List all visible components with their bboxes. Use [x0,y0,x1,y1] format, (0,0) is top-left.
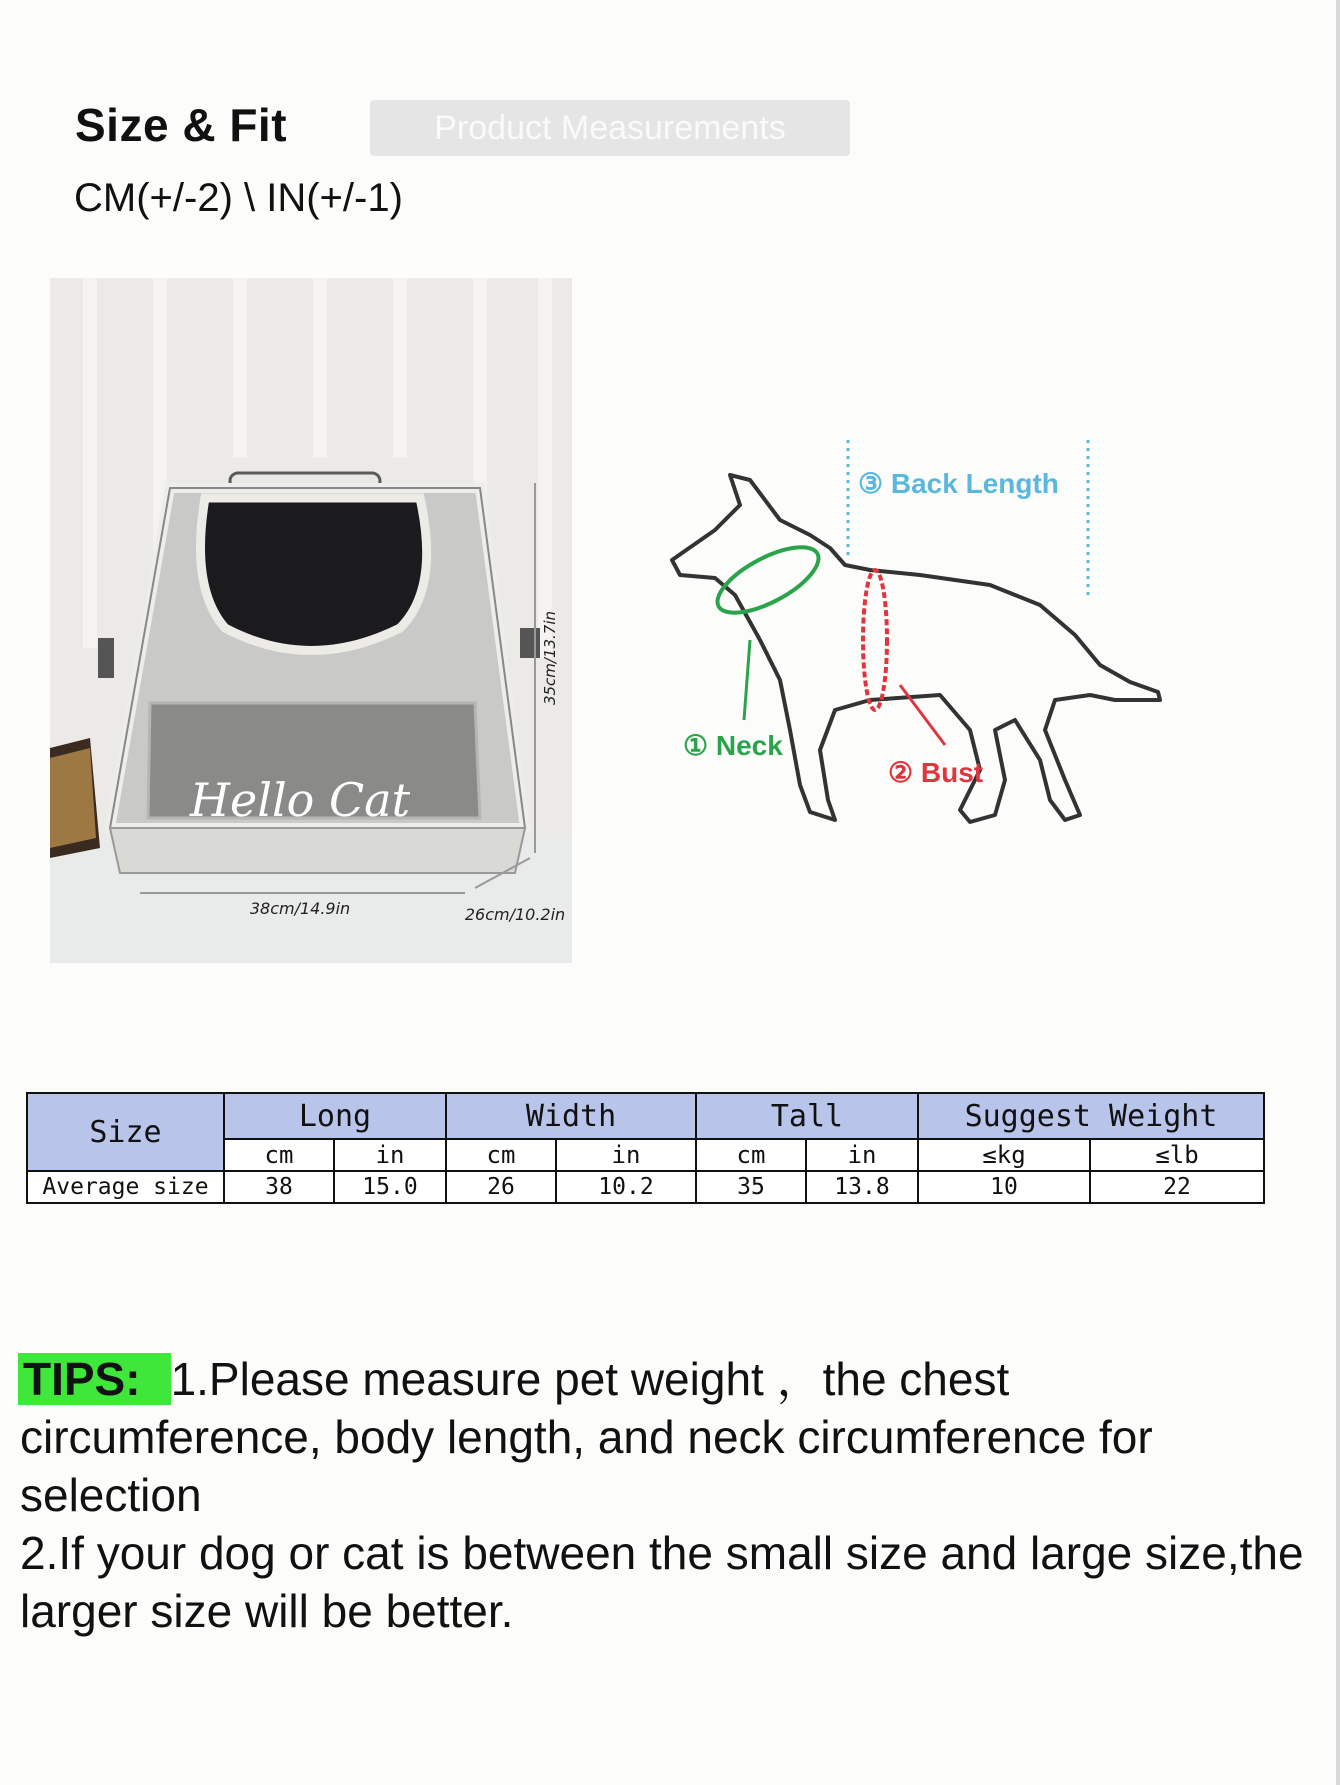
unit-header: cm [696,1139,806,1171]
tolerance-note: CM(+/-2) \ IN(+/-1) [74,176,403,220]
group-header-long: Long [224,1093,446,1139]
brand-text: Hello Cat [189,773,411,827]
unit-header: ≤lb [1090,1139,1264,1171]
height-dimension-label: 35cm/13.7in [541,610,559,706]
table-cell: 35 [696,1171,806,1203]
page-title: Size & Fit [75,99,288,151]
size-header: Size [27,1093,224,1171]
table-cell: 10.2 [556,1171,696,1203]
neck-pointer-line [744,640,750,720]
tips-label: TIPS: [18,1353,171,1405]
width-dimension-label: 38cm/14.9in [249,899,351,918]
table-row [27,1171,1264,1203]
unit-header: in [334,1139,446,1171]
tips-section [20,1350,1320,1640]
tip-1 [20,1350,1320,1524]
table-cell: 13.8 [806,1171,918,1203]
table-cell: 26 [446,1171,556,1203]
pet-carrier-backpack-image [50,278,572,963]
depth-dimension-label: 26cm/10.2in [464,905,566,924]
group-header-weight: Suggest Weight [918,1093,1264,1139]
dog-measurement-diagram [660,430,1180,850]
table-cell: 15.0 [334,1171,446,1203]
table-cell: 10 [918,1171,1090,1203]
group-header-width: Width [446,1093,696,1139]
product-photo [50,278,572,963]
page-edge-divider [1336,0,1340,1785]
table-cell: 22 [1090,1171,1264,1203]
tip-2: 2.If your dog or cat is between the small size and large size,the larger size will be better. [20,1527,1304,1637]
unit-header: cm [224,1139,334,1171]
size-table-section [14,1082,1274,1222]
unit-header: in [556,1139,696,1171]
unit-header: cm [446,1139,556,1171]
product-measurements-badge: Product Measurements [370,100,850,156]
bust-ring [863,570,887,710]
back-length-label: ③ Back Length [858,468,1059,499]
group-header-tall: Tall [696,1093,918,1139]
size-table [26,1092,1265,1204]
neck-label: ① Neck [683,730,783,761]
tip-1-text: 1.Please measure pet weight ，the chest circumference, body length, and neck circumference for selection [20,1353,1153,1521]
unit-header: ≤kg [918,1139,1090,1171]
neck-ring [708,534,828,625]
unit-header: in [806,1139,918,1171]
row-label: Average size [27,1171,224,1203]
bust-label: ② Bust [888,757,984,788]
table-cell: 38 [224,1171,334,1203]
